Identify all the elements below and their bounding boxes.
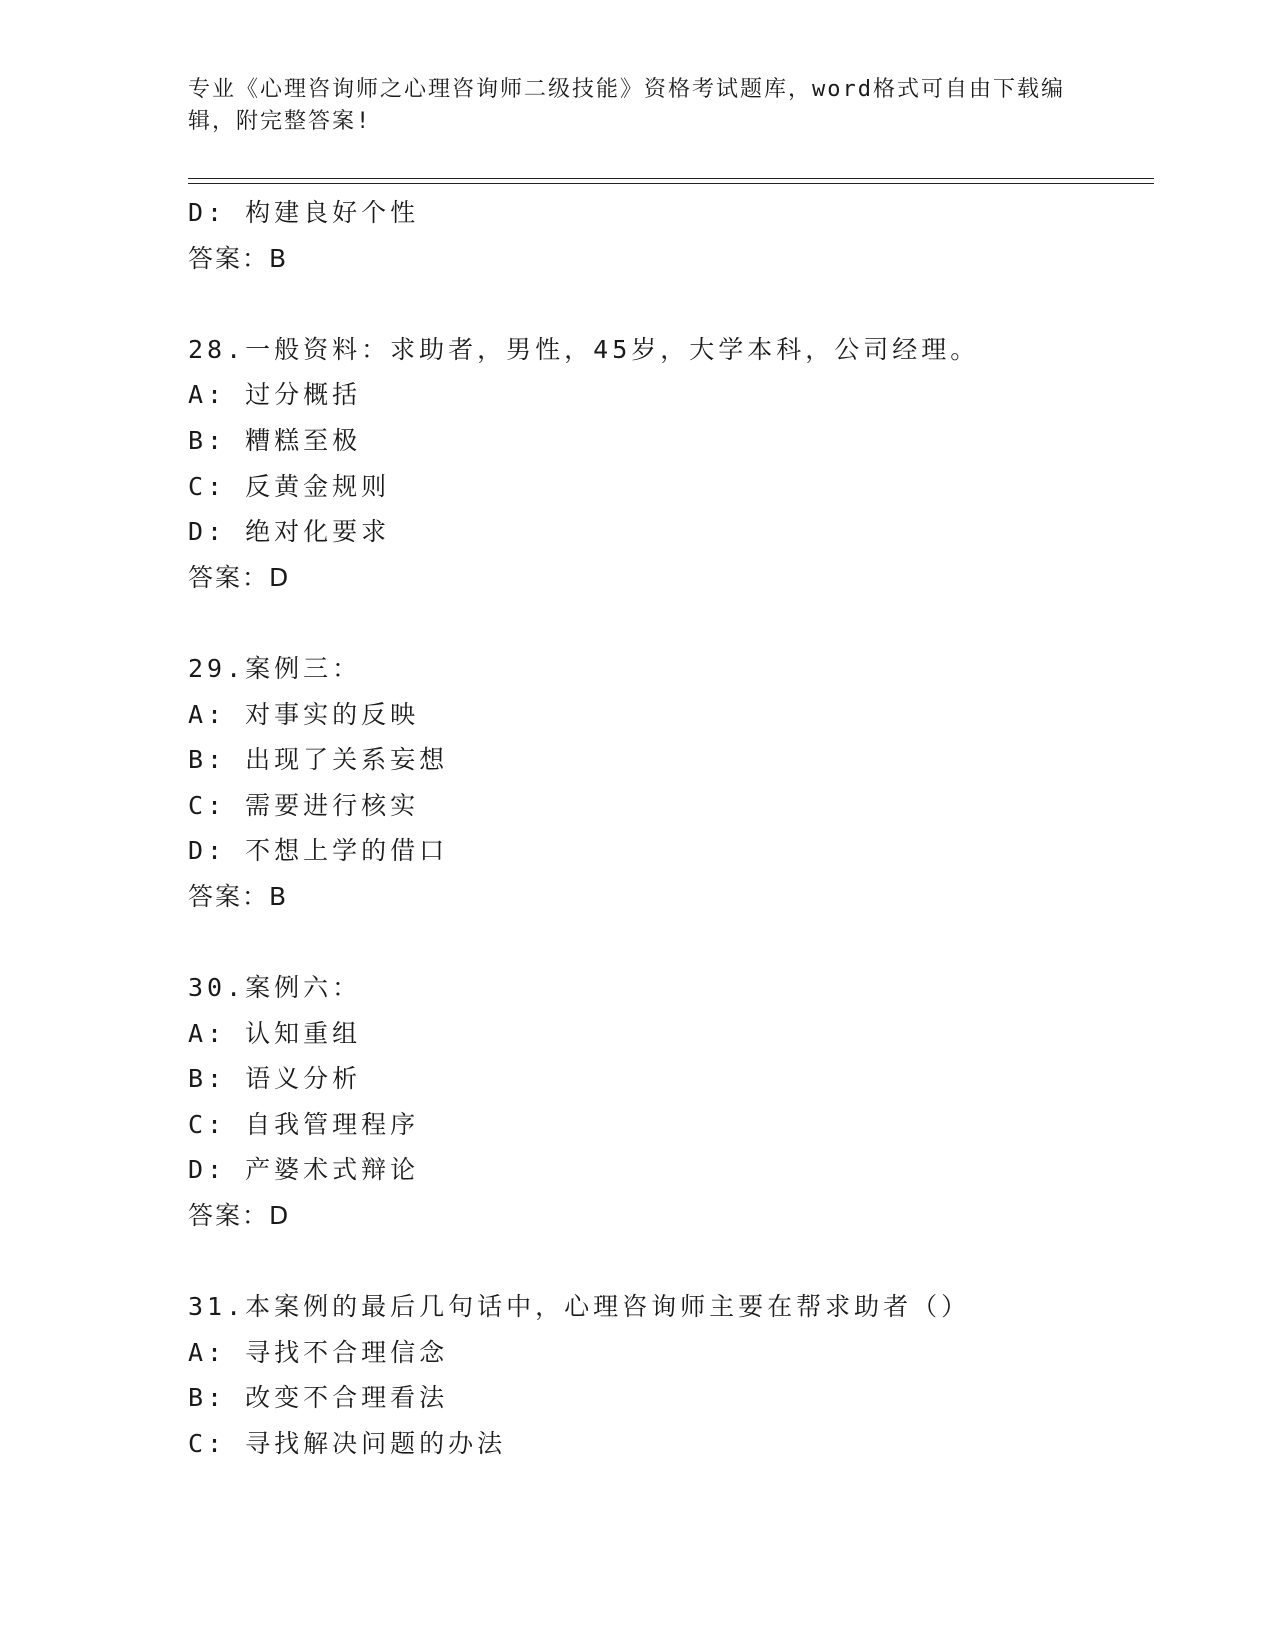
answer-label: 答案： [188,562,270,592]
option-d: D: 产婆术式辩论 [188,1155,420,1185]
spacer [188,1239,1154,1285]
answer-value: D [269,562,293,592]
question-stem: 28.一般资料：求助者，男性，45岁，大学本科，公司经理。 [188,334,980,364]
spacer [188,920,1154,966]
option-d: D: 绝对化要求 [188,517,391,547]
option-c: C: 需要进行核实 [188,790,420,820]
option-a: A: 认知重组 [188,1018,362,1048]
option-c: C: 寻找解决问题的办法 [188,1429,507,1459]
header-divider-top [188,178,1154,179]
answer-line [188,236,1154,282]
answer-line [188,1193,1154,1239]
question-stem: 30.案例六： [188,973,362,1003]
option-a: A: 对事实的反映 [188,699,420,729]
document-header [188,74,1088,138]
answer-label: 答案： [188,243,270,273]
option-b: B: 出现了关系妄想 [188,745,449,775]
answer-line [188,555,1154,601]
answer-value: D [269,1201,293,1231]
option-b: B: 改变不合理看法 [188,1383,449,1413]
option-d: D: 构建良好个性 [188,198,420,227]
option-c: C: 反黄金规则 [188,471,391,501]
question-stem: 29.案例三： [188,653,362,683]
answer-label: 答案： [188,1201,270,1231]
answer-value: B [269,243,291,273]
option-b: B: 语义分析 [188,1064,362,1094]
answer-label: 答案： [188,881,270,911]
option-a: A: 过分概括 [188,380,362,410]
question-stem: 31.本案例的最后几句话中，心理咨询师主要在帮求助者（） [188,1292,971,1322]
option-d: D: 不想上学的借口 [188,836,449,866]
answer-line [188,874,1154,920]
option-b: B: 糟糕至极 [188,425,362,455]
header-divider-bottom [188,183,1154,184]
option-c: C: 自我管理程序 [188,1109,420,1139]
option-a: A: 寻找不合理信念 [188,1337,449,1367]
header-text: 专业《心理咨询师之心理咨询师二级技能》资格考试题库，word格式可自由下载编辑，附完整答案! [188,77,1065,134]
spacer [188,600,1154,646]
question-list [188,190,1154,1467]
spacer [188,281,1154,327]
answer-value: B [269,881,291,911]
